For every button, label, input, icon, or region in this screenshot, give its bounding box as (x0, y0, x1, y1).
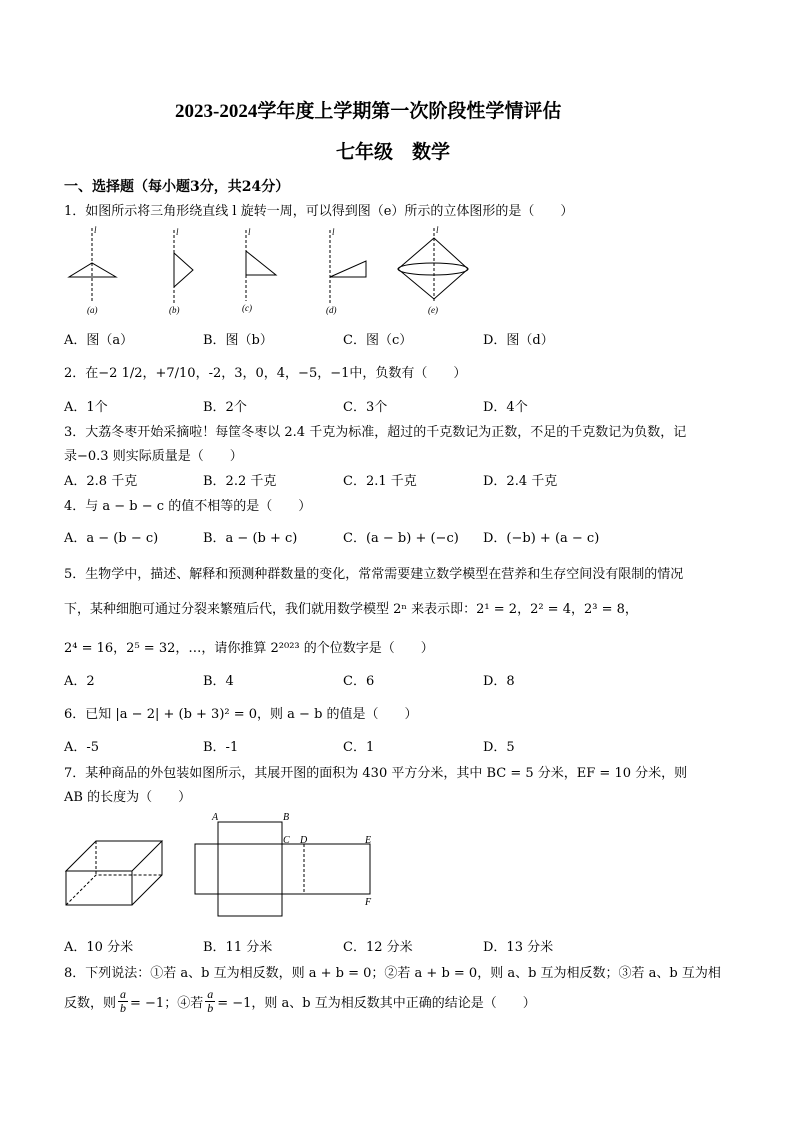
figure-c (242, 227, 276, 313)
q6-option-b[interactable]: B．-1 (203, 740, 239, 755)
section-heading: 一、选择题（每小题3分，共24分） (64, 179, 290, 195)
question-3-line1: 3．大荔冬枣开始采摘啦！每筐冬枣以 2.4 千克为标准，超过的千克数记为正数，不足的千克数记为负数，记 (64, 425, 687, 440)
q7-option-c[interactable]: C．12 分米 (343, 940, 413, 955)
net-label-d: D (300, 835, 308, 846)
q8-text-part2: = −1；④若 (130, 996, 204, 1011)
q7-option-a[interactable]: A．10 分米 (64, 940, 134, 955)
net-label-c: C (283, 835, 290, 846)
figure-a (69, 225, 116, 315)
question-8-line1: 8．下列说法：①若 a、b 互为相反数，则 a + b = 0；②若 a + b = 0，则 a、b 互为相反数；③若 a、b 互为相 (64, 966, 721, 981)
page-subtitle: 七年级 数学 (336, 142, 451, 163)
q7-box-figure (63, 836, 169, 910)
q8-frac1-num: a (120, 987, 127, 1001)
q6-option-c[interactable]: C．1 (343, 740, 375, 755)
q5-option-d[interactable]: D．8 (483, 674, 515, 689)
fig-label-b: (b) (169, 305, 180, 315)
q4-option-c[interactable]: C．(a − b) + (−c) (343, 531, 459, 546)
q5-option-c[interactable]: C．6 (343, 674, 375, 689)
q6-option-d[interactable]: D．5 (483, 740, 515, 755)
question-7-line2: AB 的长度为（ ） (64, 790, 192, 805)
axis-label-c: l (248, 227, 251, 237)
question-6-stem: 6．已知 |a − 2| + (b + 3)² = 0，则 a − b 的值是（ ） (64, 707, 418, 722)
q2-option-a[interactable]: A．1个 (64, 400, 108, 415)
axis-label-d: l (332, 227, 335, 237)
figure-e (398, 225, 468, 315)
q7-option-d[interactable]: D．13 分米 (483, 940, 554, 955)
question-8-line2 (64, 988, 536, 1015)
q4-option-b[interactable]: B．a − (b + c) (203, 531, 298, 546)
question-7-line1: 7．某种商品的外包装如图所示，其展开图的面积为 430 平方分米，其中 BC = 5 分米，EF = 10 分米，则 (64, 766, 688, 781)
q1-option-a[interactable]: A．图（a） (64, 333, 134, 348)
fig-label-c: (c) (242, 303, 252, 313)
q5-option-a[interactable]: A．2 (64, 674, 95, 689)
q2-option-c[interactable]: C．3个 (343, 400, 388, 415)
q8-frac1-den: b (120, 1001, 127, 1015)
q7-option-b[interactable]: B．11 分米 (203, 940, 273, 955)
q8-text-part3: = −1，则 a、b 互为相反数其中正确的结论是（ ） (217, 996, 536, 1011)
question-5-line1: 5．生物学中，描述、解释和预测种群数量的变化，常常需要建立数学模型在营养和生存空间没有限制的情况 (64, 567, 684, 582)
q3-option-a[interactable]: A．2.8 千克 (64, 474, 138, 489)
axis-label-e: l (436, 225, 439, 235)
q8-fraction-2 (205, 988, 215, 1015)
q1-option-b[interactable]: B．图（b） (203, 333, 273, 348)
question-5-line3: 2⁴ = 16，2⁵ = 32，…，请你推算 2²⁰²³ 的个位数字是（ ） (64, 641, 434, 656)
q3-option-b[interactable]: B．2.2 千克 (203, 474, 277, 489)
question-1-stem: 1．如图所示将三角形绕直线 l 旋转一周，可以得到图（e）所示的立体图形的是（ ） (64, 204, 574, 219)
page-title: 2023-2024学年度上学期第一次阶段性学情评估 (175, 101, 562, 122)
question-4-stem: 4．与 a − b − c 的值不相等的是（ ） (64, 499, 312, 514)
q1-option-c[interactable]: C．图（c） (343, 333, 413, 348)
q8-text-part1: 反数，则 (64, 996, 117, 1011)
net-label-e: E (365, 835, 372, 846)
q8-frac2-den: b (207, 1001, 214, 1015)
q3-option-c[interactable]: C．2.1 千克 (343, 474, 417, 489)
net-label-b: B (283, 812, 290, 823)
q1-figures (60, 225, 500, 325)
q8-frac2-num: a (207, 987, 214, 1001)
q5-option-b[interactable]: B．4 (203, 674, 234, 689)
q6-option-a[interactable]: A．-5 (64, 740, 100, 755)
q1-option-d[interactable]: D．图（d） (483, 333, 554, 348)
axis-label-a: l (94, 225, 97, 235)
fig-label-a: (a) (87, 305, 98, 315)
q3-option-d[interactable]: D．2.4 千克 (483, 474, 558, 489)
q8-fraction-1 (118, 988, 128, 1015)
fig-label-e: (e) (428, 305, 438, 315)
q4-option-a[interactable]: A．a − (b − c) (64, 531, 159, 546)
question-2-stem: 2．在−2 1/2，+7/10，-2，3，0，4，−5，−1中，负数有（ ） (64, 366, 467, 381)
net-label-f: F (365, 897, 372, 908)
figure-b (169, 227, 193, 315)
question-5-line2: 下，某种细胞可通过分裂来繁殖后代，我们就用数学模型 2ⁿ 来表示即：2¹ = 2，2² = 4，2³ = 8， (64, 602, 638, 617)
axis-label-b: l (176, 227, 179, 237)
figure-d (326, 227, 366, 315)
q2-option-b[interactable]: B．2个 (203, 400, 247, 415)
q2-option-d[interactable]: D．4个 (483, 400, 528, 415)
q4-option-d[interactable]: D．(−b) + (a − c) (483, 531, 600, 546)
net-label-a: A (212, 812, 219, 823)
question-3-line2: 录−0.3 则实际质量是（ ） (64, 449, 243, 464)
fig-label-d: (d) (326, 305, 337, 315)
q7-net-figure (190, 810, 380, 920)
